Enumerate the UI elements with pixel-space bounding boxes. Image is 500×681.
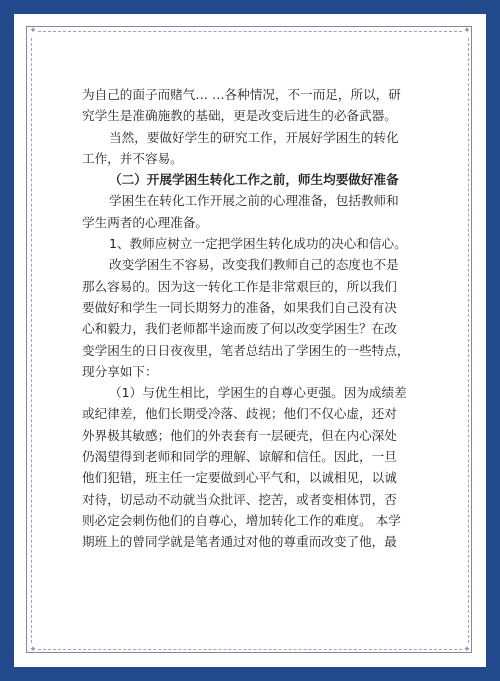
text-line: （1）与优生相比，学困生的自尊心更强。因为成绩差: [109, 385, 407, 401]
text-line: 则必定会刺伤他们的自尊心，增加转化工作的难度。 本学: [82, 512, 401, 528]
corner-ornament-icon: ✦: [29, 26, 37, 36]
text-line: 究学生是准确施教的基础，更是改变后进生的必备武器。: [82, 108, 397, 124]
text-line: 外界极其敏感；他们的外表套有一层硬壳，但在内心深处: [82, 427, 397, 443]
text-line: 工作，并不容易。: [82, 150, 183, 166]
corner-ornament-icon: ✦: [463, 645, 471, 655]
text-line: 仍渴望得到老师和同学的理解、谅解和信任。因此，一旦: [82, 449, 397, 465]
decorative-bottom-line: [38, 649, 462, 650]
text-line: 或纪律差，他们长期受冷落、歧视；他们不仅心虚，还对: [82, 406, 397, 422]
text-line: 学困生在转化工作开展之前的心理准备，包括教师和: [109, 193, 399, 209]
text-line: 心和毅力，我们老师都半途而废了何以改变学困生？在改: [82, 321, 397, 337]
text-line: 学生两者的心理准备。: [82, 214, 208, 230]
text-line: 他们犯错，班主任一定要做到心平气和，以诚相见，以诚: [82, 470, 397, 486]
text-line: 期班上的曾同学就是笔者通过对他的尊重而改变了他，最: [82, 534, 397, 550]
decorative-right-line: [468, 38, 469, 643]
document-body: [82, 84, 408, 553]
decorative-top-line: [38, 31, 462, 32]
decorative-left-line: [31, 38, 32, 643]
text-line: 改变学困生不容易，改变我们教师自己的态度也不是: [109, 257, 399, 273]
corner-ornament-icon: ✦: [463, 26, 471, 36]
text-line: 当然，要做好学生的研究工作，开展好学困生的转化: [109, 129, 399, 145]
corner-ornament-icon: ✦: [29, 645, 37, 655]
text-line: 对待，切忌动不动就当众批评、挖苦，或者变相体罚，否: [82, 491, 397, 507]
section-heading: （二）开展学困生转化工作之前，师生均要做好准备: [109, 172, 399, 188]
text-line: 现分享如下：: [82, 363, 158, 379]
text-line: 那么容易的。因为这一转化工作是非常艰巨的，所以我们: [82, 278, 397, 294]
text-line: 为自己的面子而赌气… …各种情况，不一而足，所以，研: [82, 87, 401, 102]
text-line: 变学困生的日日夜夜里，笔者总结出了学困生的一些特点，: [82, 342, 410, 358]
text-line: 要做好和学生一同长期努力的准备，如果我们自己没有决: [82, 299, 397, 315]
text-line: 1、教师应树立一定把学困生转化成功的决心和信心。: [109, 236, 407, 252]
